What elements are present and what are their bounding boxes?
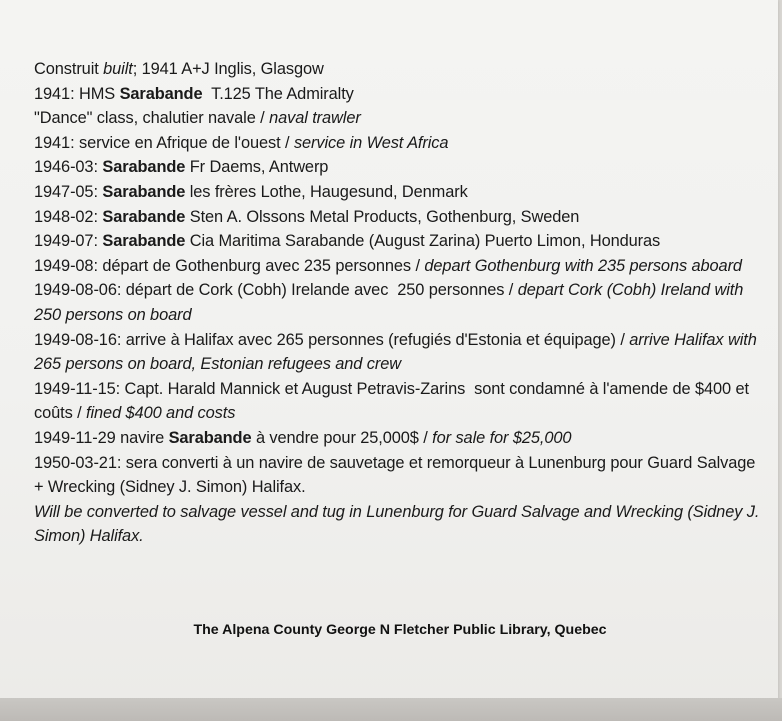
line-1949-11-29 <box>34 426 764 451</box>
text-fragment-italic: for sale for $25,000 <box>432 428 572 447</box>
text-fragment-italic: fined $400 and costs <box>86 404 236 423</box>
line-1950-03-21 <box>34 451 764 500</box>
ship-history-text <box>34 57 769 549</box>
ship-name: Sarabande <box>102 232 186 251</box>
text-fragment: 1947-05: <box>34 182 103 201</box>
text-fragment: 1948-02: <box>34 207 103 226</box>
line-1946-03 <box>34 155 764 180</box>
text-fragment: Sten A. Olssons Metal Products, Gothenburg, Sweden <box>185 207 580 226</box>
text-fragment: 1949-11-15: Capt. Harald Mannick et August Petravis-Zarins sont condamné à l'amende de $400 et coûts / <box>34 379 754 423</box>
text-fragment: 1946-03: <box>34 158 103 177</box>
text-fragment-italic: service in West Africa <box>293 133 449 152</box>
text-fragment: à vendre pour 25,000$ / <box>251 428 433 447</box>
text-fragment: T.125 The Admiralty <box>202 84 354 103</box>
text-fragment-italic: naval trawler <box>269 109 361 128</box>
line-converted-english <box>34 500 769 549</box>
text-fragment: 1941: service en Afrique de l'ouest / <box>34 133 294 152</box>
text-fragment: les frères Lothe, Haugesund, Denmark <box>185 182 468 201</box>
text-fragment: 1941: HMS <box>34 84 120 103</box>
line-1941-hms <box>34 82 764 107</box>
line-1941-service <box>34 131 764 156</box>
ship-name: Sarabande <box>119 84 203 103</box>
line-1949-07 <box>34 229 764 254</box>
text-fragment: ; 1941 A+J Inglis, Glasgow <box>132 60 324 78</box>
line-1947-05 <box>34 180 764 205</box>
line-1949-08 <box>34 254 764 279</box>
ship-name: Sarabande <box>102 207 186 226</box>
ship-name: Sarabande <box>102 158 186 177</box>
ship-name: Sarabande <box>168 428 252 447</box>
library-credit: The Alpena County George N Fletcher Public Library, Quebec <box>193 622 607 638</box>
text-fragment: "Dance" class, chalutier navale / <box>34 109 270 128</box>
line-1948-02 <box>34 205 764 230</box>
text-fragment: 1949-08-06: départ de Cork (Cobh) Irelande avec 250 personnes / <box>34 281 518 300</box>
text-fragment: 1949-08: départ de Gothenburg avec 235 personnes / <box>34 256 425 275</box>
text-fragment-italic: Will be converted to salvage vessel and tug in Lunenburg for Guard Salvage and Wrecking (Sidney J. Simon) Halifax. <box>34 502 769 546</box>
text-fragment-italic: arrive Halifax with 265 persons on board, Estonian refugees and crew <box>34 330 757 374</box>
text-fragment: 1949-08-16: arrive à Halifax avec 265 personnes (refugiés d'Estonia et équipage) / <box>34 330 630 349</box>
text-fragment: 1950-03-21: sera converti à un navire de sauvetage et remorqueur à Lunenburg pour Guard Salvage + Wrecking (Sidney J. Simon) Halifax. <box>34 453 756 497</box>
page-edge-shadow <box>0 698 782 721</box>
text-fragment: Construit <box>34 60 104 78</box>
text-fragment-italic: depart Cork (Cobh) Ireland with 250 persons on board <box>34 281 744 324</box>
text-fragment: Cia Maritima Sarabande (August Zarina) Puerto Limon, Honduras <box>185 232 661 251</box>
text-fragment-italic: built <box>103 60 133 78</box>
text-fragment: Fr Daems, Antwerp <box>185 158 329 177</box>
line-1949-08-06 <box>34 278 764 327</box>
text-fragment: 1949-07: <box>34 232 103 251</box>
line-built <box>34 57 764 82</box>
line-dance-class <box>34 106 764 131</box>
line-1949-08-16 <box>34 328 764 377</box>
ship-name: Sarabande <box>102 182 186 201</box>
line-1949-11-15 <box>34 377 764 426</box>
text-fragment: 1949-11-29 navire <box>34 428 169 447</box>
text-fragment-italic: depart Gothenburg with 235 persons aboard <box>424 256 742 275</box>
